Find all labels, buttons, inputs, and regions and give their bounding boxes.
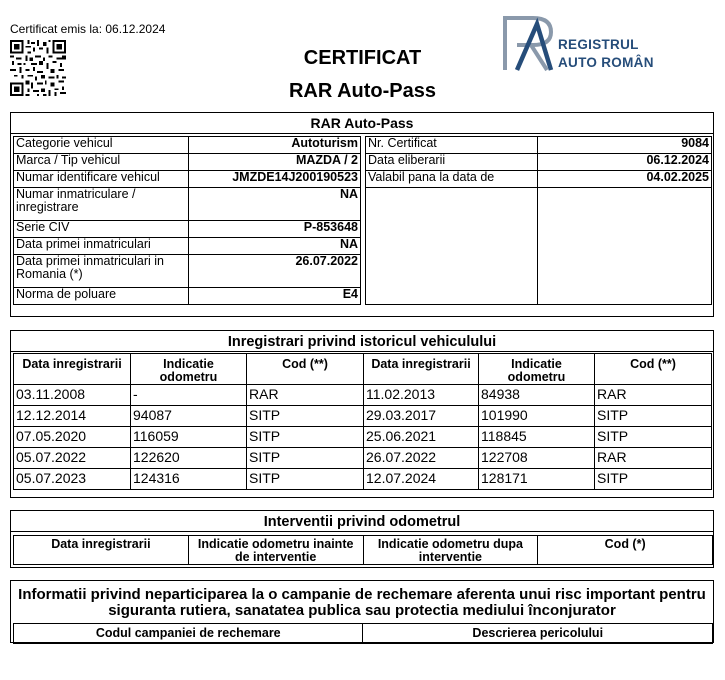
table-cell: 05.07.2023 xyxy=(14,469,131,490)
empty-cell xyxy=(538,188,712,305)
table-row xyxy=(14,154,361,171)
table-row xyxy=(366,154,712,171)
page-title: CERTIFICAT xyxy=(303,47,422,69)
table-cell: 84938 xyxy=(479,385,595,406)
table-cell: SITP xyxy=(595,469,712,490)
interventions-table xyxy=(13,535,713,565)
logo-text-line2: AUTO ROMÂN xyxy=(558,55,654,70)
table-cell: 116059 xyxy=(131,427,247,448)
certificate-info-table xyxy=(365,136,712,305)
table-row xyxy=(14,255,361,288)
table-cell: SITP xyxy=(247,427,364,448)
table-header-row xyxy=(14,536,713,565)
table-cell: 124316 xyxy=(131,469,247,490)
table-row xyxy=(366,137,712,154)
table-cell: RAR xyxy=(595,448,712,469)
table-cell: 07.05.2020 xyxy=(14,427,131,448)
recall-section xyxy=(10,580,714,643)
interventions-section-title: Interventii privind odometrul xyxy=(11,511,713,532)
table-cell: SITP xyxy=(595,406,712,427)
column-header: Cod (**) xyxy=(595,354,712,385)
column-header: Indicatie odometru inainte de interventie xyxy=(188,536,363,565)
cert-label: Valabil pana la data de xyxy=(366,171,538,188)
table-row xyxy=(14,288,361,305)
vehicle-label: Numar identificare vehicul xyxy=(14,171,189,188)
vehicle-label: Data primei inmatriculari in Romania (*) xyxy=(14,255,189,288)
issue-date-text: Certificat emis la: 06.12.2024 xyxy=(10,22,166,36)
cert-label: Nr. Certificat xyxy=(366,137,538,154)
vehicle-label: Data primei inmatriculari xyxy=(14,238,189,255)
table-cell: RAR xyxy=(247,385,364,406)
table-cell: SITP xyxy=(247,406,364,427)
table-row xyxy=(366,188,712,305)
table-header-row xyxy=(14,624,713,644)
table-cell: SITP xyxy=(595,427,712,448)
column-header: Cod (*) xyxy=(538,536,713,565)
vehicle-label: Serie CIV xyxy=(14,221,189,238)
table-header-row xyxy=(14,354,712,385)
vehicle-value: NA xyxy=(189,238,361,255)
vehicle-label: Categorie vehicul xyxy=(14,137,189,154)
table-cell: SITP xyxy=(247,448,364,469)
table-cell: 05.07.2022 xyxy=(14,448,131,469)
column-header: Indicatie odometru xyxy=(131,354,247,385)
empty-cell xyxy=(366,188,538,305)
table-cell: 118845 xyxy=(479,427,595,448)
table-cell: 25.06.2021 xyxy=(364,427,479,448)
vehicle-value: MAZDA / 2 xyxy=(189,154,361,171)
vehicle-value: NA xyxy=(189,188,361,221)
cert-value: 9084 xyxy=(538,137,712,154)
table-row xyxy=(14,221,361,238)
column-header: Data inregistrarii xyxy=(14,354,131,385)
cert-value: 04.02.2025 xyxy=(538,171,712,188)
column-header: Indicatie odometru dupa interventie xyxy=(363,536,538,565)
table-cell: RAR xyxy=(595,385,712,406)
cert-value: 06.12.2024 xyxy=(538,154,712,171)
recall-section-title: Informatii privind neparticiparea la o campanie de rechemare aferenta unui risc important pentru siguranta rutiera, sanatatea publica sau protectia mediului înconjurator xyxy=(18,586,706,619)
column-header: Codul campaniei de rechemare xyxy=(14,624,363,644)
table-row xyxy=(14,137,361,154)
logo-text-line1: REGISTRUL xyxy=(558,37,639,52)
vehicle-value: Autoturism xyxy=(189,137,361,154)
table-cell: SITP xyxy=(247,469,364,490)
history-table xyxy=(13,353,712,490)
table-row xyxy=(14,238,361,255)
column-header: Indicatie odometru xyxy=(479,354,595,385)
table-cell: 11.02.2013 xyxy=(364,385,479,406)
table-cell: 29.03.2017 xyxy=(364,406,479,427)
vehicle-section-title: RAR Auto-Pass xyxy=(11,113,713,134)
vehicle-value: JMZDE14J200190523 xyxy=(189,171,361,188)
table-cell: 12.07.2024 xyxy=(364,469,479,490)
column-header: Data inregistrarii xyxy=(14,536,189,565)
cert-label: Data eliberarii xyxy=(366,154,538,171)
table-cell: 94087 xyxy=(131,406,247,427)
column-header: Cod (**) xyxy=(247,354,364,385)
table-cell: - xyxy=(131,385,247,406)
interventions-section xyxy=(10,510,714,568)
vehicle-info-section xyxy=(10,112,714,317)
qr-code xyxy=(10,40,66,96)
table-row xyxy=(14,188,361,221)
table-cell: 128171 xyxy=(479,469,595,490)
table-row xyxy=(14,406,712,427)
vehicle-label: Norma de poluare xyxy=(14,288,189,305)
table-row xyxy=(14,171,361,188)
table-cell: 122620 xyxy=(131,448,247,469)
page-subtitle: RAR Auto-Pass xyxy=(288,80,437,102)
column-header: Data inregistrarii xyxy=(364,354,479,385)
table-cell: 101990 xyxy=(479,406,595,427)
table-cell: 03.11.2008 xyxy=(14,385,131,406)
table-row xyxy=(14,469,712,490)
table-row xyxy=(366,171,712,188)
vehicle-value: 26.07.2022 xyxy=(189,255,361,288)
table-row xyxy=(14,385,712,406)
vehicle-label: Marca / Tip vehicul xyxy=(14,154,189,171)
table-row xyxy=(14,427,712,448)
recall-table xyxy=(13,623,713,644)
vehicle-value: P-853648 xyxy=(189,221,361,238)
history-section-title: Inregistrari privind istoricul vehiculului xyxy=(11,331,713,352)
vehicle-value: E4 xyxy=(189,288,361,305)
vehicle-info-table xyxy=(13,136,361,305)
vehicle-label: Numar inmatriculare / inregistrare xyxy=(14,188,189,221)
history-section xyxy=(10,330,714,498)
table-row xyxy=(14,448,712,469)
table-cell: 12.12.2014 xyxy=(14,406,131,427)
table-cell: 26.07.2022 xyxy=(364,448,479,469)
table-cell: 122708 xyxy=(479,448,595,469)
column-header: Descrierea pericolului xyxy=(363,624,713,644)
